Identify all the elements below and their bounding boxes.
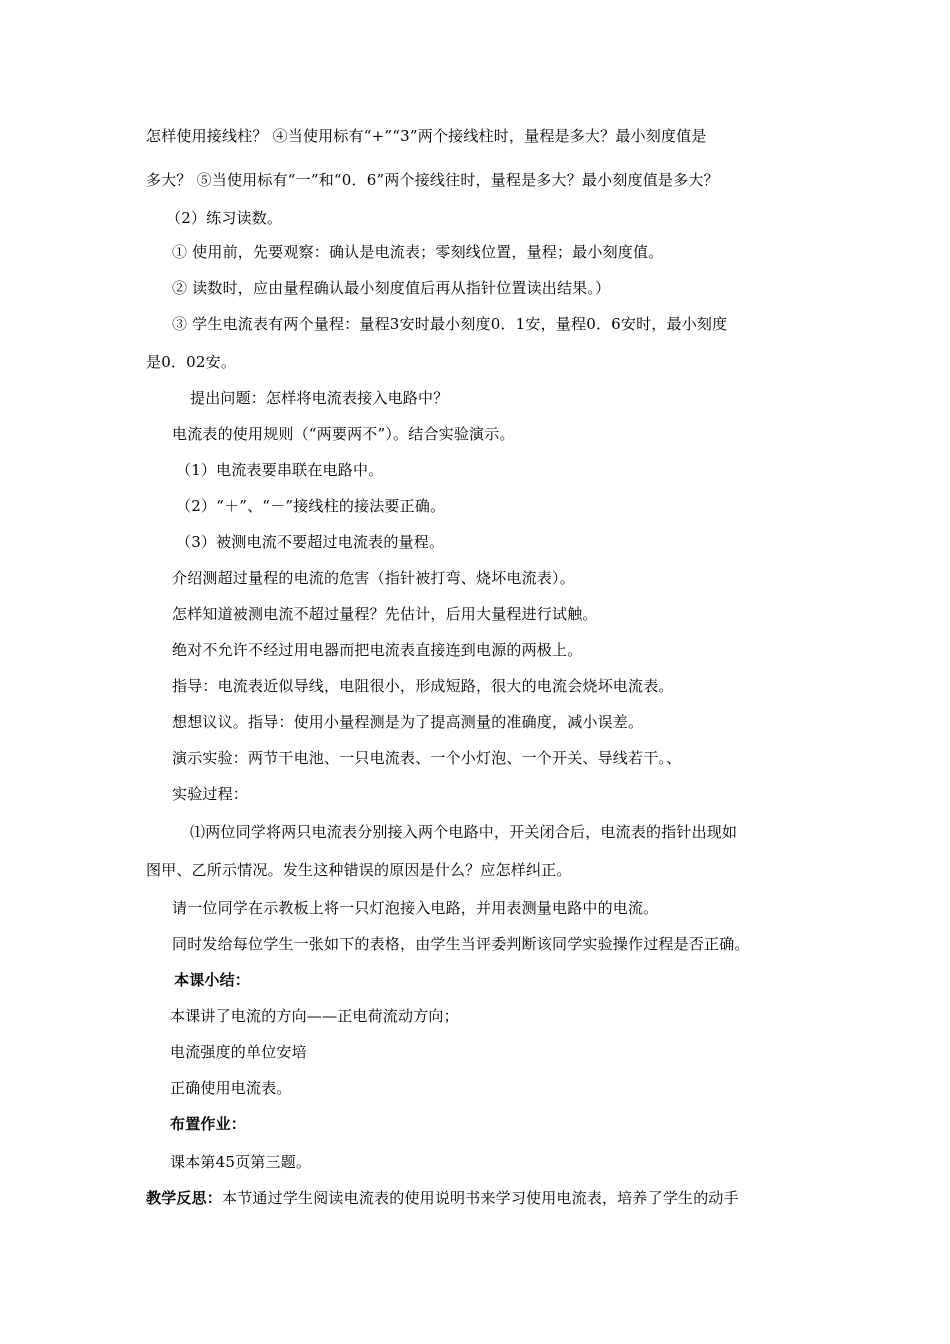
text-line: 多大？ ⑤当使用标有“一”和“0．6”两个接线往时，量程是多大？最小刻度值是多大？ <box>146 171 719 189</box>
text-line: 请一位同学在示教板上将一只灯泡接入电路，并用表测量电路中的电流。 <box>172 899 659 917</box>
text-line: 怎样使用接线柱？ ④当使用标有“+”“3”两个接线柱时，量程是多大？最小刻度值是 <box>146 127 707 145</box>
text-line: 演示实验：两节干电池、一只电流表、一个小灯泡、一个开关、导线若干。、 <box>172 749 682 767</box>
section-heading: 布置作业： <box>170 1115 247 1133</box>
text-line: 课本第45页第三题。 <box>170 1153 312 1171</box>
text-line: ① 使用前，先要观察：确认是电流表；零刻线位置，量程；最小刻度值。 <box>172 243 664 261</box>
text-line: 电流强度的单位安培 <box>170 1043 307 1061</box>
text-line: 提出问题：怎样将电流表接入电路中？ <box>190 389 449 407</box>
text-line: ③ 学生电流表有两个量程：量程3安时最小刻度0．1安，量程0．6安时，最小刻度 <box>172 315 728 333</box>
section-heading: 本课小结： <box>174 971 251 989</box>
text-line: 实验过程： <box>172 785 249 803</box>
text-line: 本课讲了电流的方向——正电荷流动方向； <box>170 1007 459 1025</box>
reflection-text: 本节通过学生阅读电流表的使用说明书来学习使用电流表，培养了学生的动手 <box>222 1189 739 1207</box>
text-line: 正确使用电流表。 <box>170 1079 292 1097</box>
text-line: 同时发给每位学生一张如下的表格，由学生当评委判断该同学实验操作过程是否正确。 <box>172 935 750 953</box>
text-line: 是0．02安。 <box>146 353 237 371</box>
text-line: （1）电流表要串联在电路中。 <box>176 461 384 479</box>
reflection-label: 教学反思： <box>146 1189 223 1207</box>
text-line: （2）练习读数。 <box>166 209 283 227</box>
text-line: 介绍测超过量程的电流的危害（指针被打弯、烧坏电流表）。 <box>172 569 575 587</box>
text-line: 怎样知道被测电流不超过量程？先估计，后用大量程进行试触。 <box>172 605 598 623</box>
text-line: 图甲、乙所示情况。发生这种错误的原因是什么？应怎样纠正。 <box>146 861 572 879</box>
text-line: ⑴两位同学将两只电流表分别接入两个电路中，开关闭合后，电流表的指针出现如 <box>190 823 738 841</box>
text-line: （2）“＋”、“－”接线柱的接法要正确。 <box>176 497 446 515</box>
text-line: 绝对不允许不经过用电器而把电流表直接连到电源的两极上。 <box>172 641 583 659</box>
text-line: （3）被测电流不要超过电流表的量程。 <box>176 533 445 551</box>
reflection-line <box>146 1188 739 1208</box>
text-line: 指导：电流表近似导线，电阻很小，形成短路，很大的电流会烧坏电流表。 <box>172 677 674 695</box>
text-line: 电流表的使用规则（“两要两不”）。结合实验演示。 <box>172 425 515 443</box>
text-line: ② 读数时，应由量程确认最小刻度值后再从指针位置读出结果。） <box>172 279 611 297</box>
text-line: 想想议议。指导：使用小量程测是为了提高测量的准确度，减小误差。 <box>172 713 644 731</box>
